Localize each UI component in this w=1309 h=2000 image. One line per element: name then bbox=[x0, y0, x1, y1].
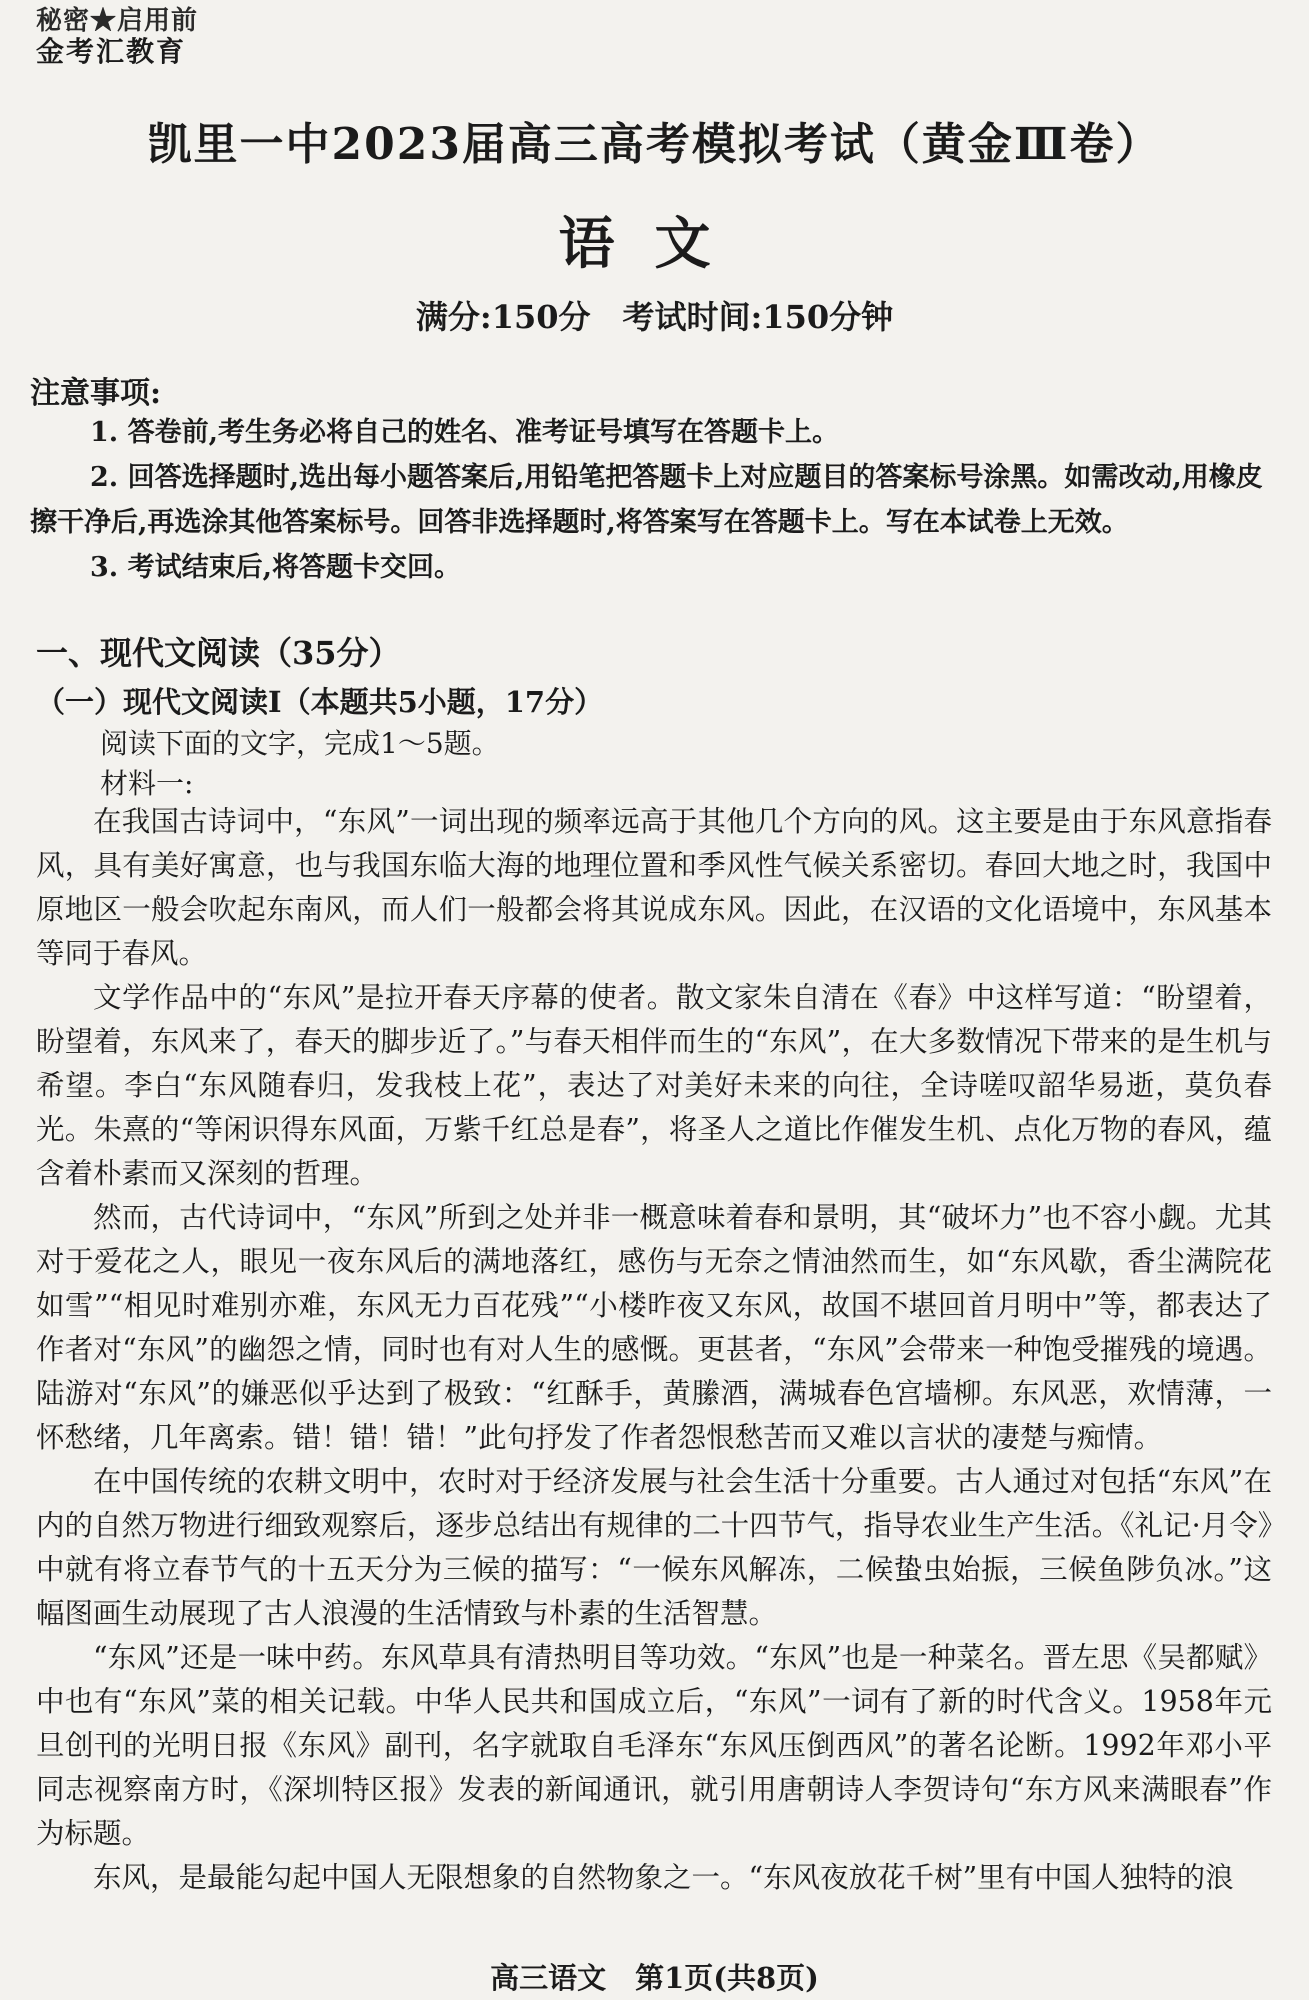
notice-heading: 注意事项: bbox=[30, 376, 162, 411]
section-heading: 一、现代文阅读（35分） bbox=[36, 634, 401, 672]
reading-instruction: 阅读下面的文字，完成1～5题。 bbox=[100, 727, 500, 760]
exam-title: 凯里一中2023届高三高考模拟考试（黄金Ⅲ卷） bbox=[147, 119, 1162, 170]
material-label: 材料一: bbox=[100, 767, 194, 800]
notice-item bbox=[30, 545, 1270, 590]
page-footer: 高三语文 第1页(共8页) bbox=[490, 1961, 819, 1995]
paragraph: 然而，古代诗词中，“东风”所到之处并非一概意味着春和景明，其“破坏力”也不容小觑。尤其对于爱花之人，眼见一夜东风后的满地落红，感伤与无奈之情油然而生，如“东风歇，香尘满院花如雪”“相见时难别亦难，东风无力百花残”“小楼昨夜又东风，故国不堪回首月明中”等，都表达了作者对“东风”的幽怨之情，同时也有对人生的感慨。更甚者，“东风”会带来一种饱受摧残的境遇。陆游对“东风”的嫌恶似乎达到了极致：“红酥手，黄縢酒，满城春色宫墙柳。东风恶，欢情薄，一怀愁绪，几年离索。错！错！错！”此句抒发了作者怨恨愁苦而又难以言状的凄楚与痴情。 bbox=[36, 1201, 1272, 1454]
article-body bbox=[36, 800, 1272, 1900]
notice-item-text: 1. 答卷前,考生务必将自己的姓名、准考证号填写在答题卡上。 bbox=[90, 417, 839, 448]
notice-item bbox=[30, 410, 1270, 455]
notice-item-text: 3. 考试结束后,将答题卡交回。 bbox=[90, 552, 461, 583]
paragraph: “东风”还是一味中药。东风草具有清热明目等功效。“东风”也是一种菜名。晋左思《吴都赋》中也有“东风”菜的相关记载。中华人民共和国成立后，“东风”一词有了新的时代含义。1958年元旦创刊的光明日报《东风》副刊，名字就取自毛泽东“东风压倒西风”的著名论断。1992年邓小平同志视察南方时，《深圳特区报》发表的新闻通讯，就引用唐朝诗人李贺诗句“东方风来满眼春”作为标题。 bbox=[36, 1641, 1272, 1850]
subsection-heading: （一）现代文阅读Ⅰ（本题共5小题，17分） bbox=[36, 685, 604, 719]
paragraph: 文学作品中的“东风”是拉开春天序幕的使者。散文家朱自清在《春》中这样写道：“盼望着，盼望着，东风来了，春天的脚步近了。”与春天相伴而生的“东风”，在大多数情况下带来的是生机与希望。李白“东风随春归，发我枝上花”，表达了对美好未来的向往，全诗嗟叹韶华易逝，莫负春光。朱熹的“等闲识得东风面，万紫千红总是春”，将圣人之道比作催发生机、点化万物的春风，蕴含着朴素而又深刻的哲理。 bbox=[36, 981, 1272, 1190]
subject-title: 语文 bbox=[558, 211, 751, 277]
paragraph: 在中国传统的农耕文明中，农时对于经济发展与社会生活十分重要。古人通过对包括“东风”在内的自然万物进行细致观察后，逐步总结出有规律的二十四节气，指导农业生产生活。《礼记·月令》中就有将立春节气的十五天分为三候的描写：“一候东风解冻，二候蛰虫始振，三候鱼陟负冰。”这幅图画生动展现了古人浪漫的生活情致与朴素的生活智慧。 bbox=[36, 1465, 1272, 1630]
secrecy-label: 秘密★启用前 bbox=[36, 6, 199, 36]
paragraph: 东风，是最能勾起中国人无限想象的自然物象之一。“东风夜放花千树”里有中国人独特的浪 bbox=[93, 1861, 1234, 1894]
notice-item: 2. 回答选择题时,选出每小题答案后,用铅笔把答题卡上对应题目的答案标号涂黑。如需改动,用橡皮擦干净后,再选涂其他答案标号。回答非选择题时,将答案写在答题卡上。写在本试卷上无效。 bbox=[30, 462, 1263, 538]
paragraph: 在我国古诗词中，“东风”一词出现的频率远高于其他几个方向的风。这主要是由于东风意指春风，具有美好寓意，也与我国东临大海的地理位置和季风性气候关系密切。春回大地之时，我国中原地区一般会吹起东南风，而人们一般都会将其说成东风。因此，在汉语的文化语境中，东风基本等同于春风。 bbox=[36, 805, 1272, 970]
publisher-brand: 金考汇教育 bbox=[36, 35, 187, 68]
exam-meta: 满分:150分 考试时间:150分钟 bbox=[415, 298, 894, 336]
